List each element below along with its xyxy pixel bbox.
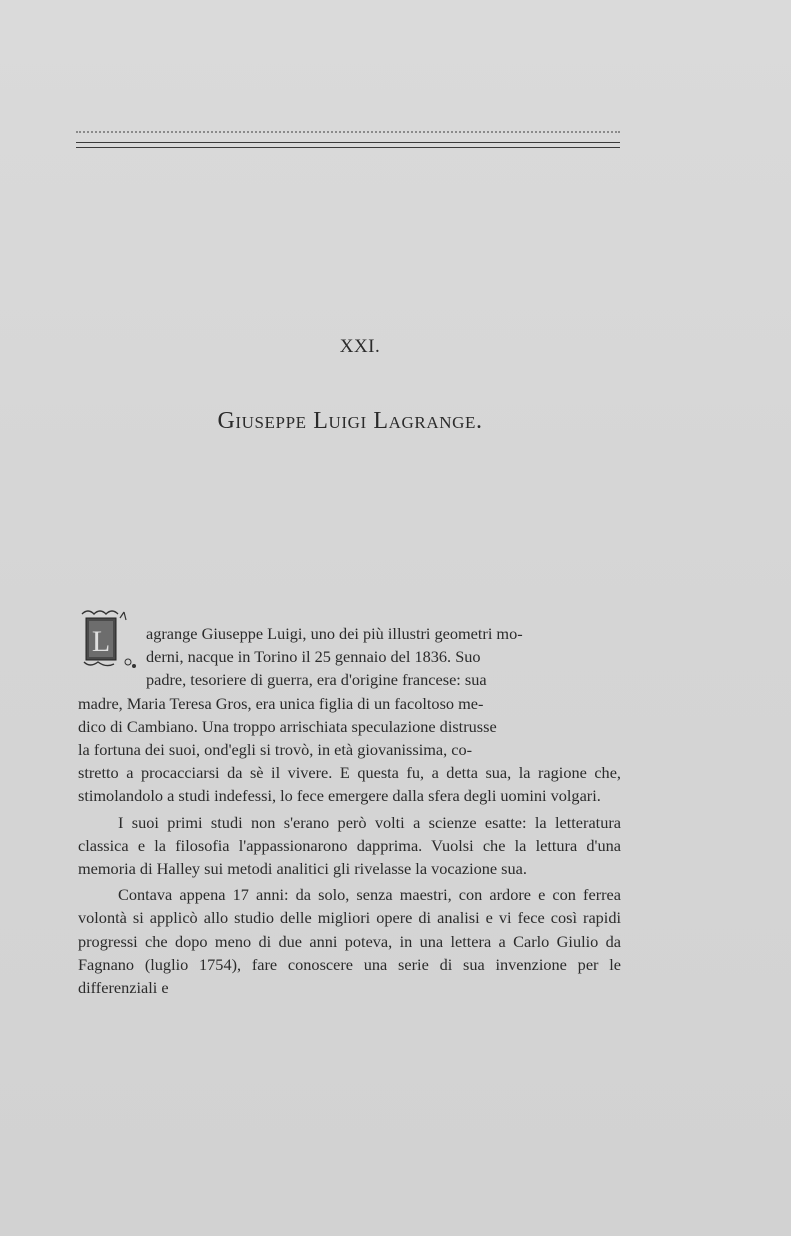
- paragraph-continuation: stretto a procacciarsi da sè il vivere. E questa fu, a detta sua, la ragione che, stimolandolo a studi indefessi, lo fece emergere dalla sfera degli uomini volgari.: [78, 763, 621, 806]
- body-text: [78, 622, 621, 999]
- paragraph-3: Contava appena 17 anni: da solo, senza maestri, con ardore e con ferrea volontà si applicò allo studio delle migliori opere di analisi e vi fece così rapidi progressi che dopo meno di due anni poteva, in una lettera a Carlo Giulio da Fagnano (luglio 1754), fare conoscere una serie di sua invenzione per le differenziali e: [78, 885, 621, 998]
- chapter-number: XXI.: [339, 336, 381, 357]
- text-line: derni, nacque in Torino il 25 gennaio del 1836. Suo: [146, 647, 481, 667]
- paragraph-2: I suoi primi studi non s'erano però volti a scienze esatte: la letteratura classica e la filosofia l'appassionarono dapprima. Vuolsi che la lettura d'una memoria di Halley sui metodi analitici gli rivelasse la vocazione sua.: [78, 812, 621, 879]
- header-rule-upper: [76, 142, 620, 143]
- dropcap-letter: L: [91, 625, 111, 658]
- text-line: agrange Giuseppe Luigi, uno dei più illustri geometri mo-: [146, 624, 523, 643]
- ornamental-dotted-rule: [76, 131, 620, 134]
- text-line: la fortuna dei suoi, ond'egli si trovò, in età giovanissima, co-: [78, 740, 473, 760]
- paragraph-1: [78, 622, 621, 808]
- header-rule-lower: [76, 147, 620, 148]
- chapter-title: Giuseppe Luigi Lagrange.: [217, 408, 483, 434]
- text-line: padre, tesoriere di guerra, era d'origine francese: sua: [146, 670, 487, 690]
- text-line: madre, Maria Teresa Gros, era unica figlia di un facoltoso me-: [78, 693, 484, 713]
- text-line: dico di Cambiano. Una troppo arrischiata speculazione distrusse: [78, 716, 497, 736]
